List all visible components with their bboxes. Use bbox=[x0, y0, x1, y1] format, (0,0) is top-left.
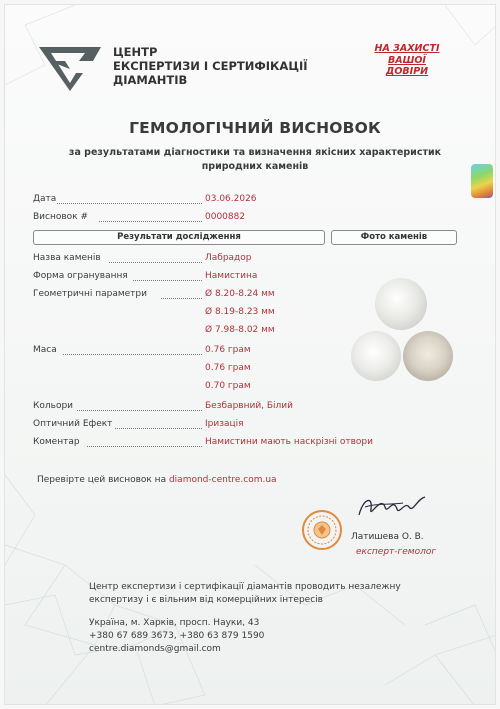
dotted-leader bbox=[99, 221, 202, 222]
geometry-value-2: Ø 8.19-8.23 мм bbox=[205, 307, 275, 317]
dotted-leader bbox=[87, 446, 202, 447]
expert-signature bbox=[351, 485, 431, 525]
mass-label: Маса bbox=[33, 345, 57, 355]
seal-stamp-icon bbox=[301, 509, 343, 551]
diamond-logo-icon bbox=[35, 43, 105, 91]
stone-photo-2 bbox=[351, 331, 401, 381]
dotted-leader bbox=[63, 354, 202, 355]
results-section-header: Результати дослідження bbox=[33, 230, 325, 245]
cut-label: Форма огранування bbox=[33, 271, 128, 281]
slogan: НА ЗАХИСТІ ВАШОЇ ДОВІРИ bbox=[374, 43, 440, 77]
mass-value-3: 0.70 грам bbox=[205, 381, 251, 391]
optical-effect-value: Іризація bbox=[205, 419, 244, 429]
hologram-sticker bbox=[471, 164, 493, 198]
expert-title: експерт-гемолог bbox=[356, 547, 437, 557]
stone-name-label: Назва каменів bbox=[33, 253, 101, 263]
dotted-leader bbox=[133, 280, 202, 281]
number-value: 0000882 bbox=[205, 212, 246, 222]
comment-value: Намистини мають наскрізні отвори bbox=[205, 437, 373, 447]
expert-name: Латишева О. В. bbox=[351, 532, 424, 542]
geometry-value-1: Ø 8.20-8.24 мм bbox=[205, 289, 275, 299]
document-subtitle: за результатами діагностики та визначення якісних характеристик природних каменів bbox=[68, 147, 442, 172]
dotted-leader bbox=[115, 428, 202, 429]
stone-photo-3 bbox=[403, 331, 453, 381]
cut-value: Намистина bbox=[205, 271, 258, 281]
document-title: ГЕМОЛОГІЧНИЙ ВИСНОВОК bbox=[129, 119, 381, 137]
photo-section-header: Фото каменів bbox=[331, 230, 457, 245]
mass-value-2: 0.76 грам bbox=[205, 363, 251, 373]
footer-statement: Центр експертизи і сертифікації діамантів проводить незалежну експертизу і є вільним від комерційних інтересів bbox=[89, 582, 401, 605]
comment-label: Коментар bbox=[33, 437, 80, 447]
colors-label: Кольори bbox=[33, 401, 74, 411]
certificate-page bbox=[4, 4, 496, 705]
number-label: Висновок # bbox=[33, 212, 89, 222]
footer-address: Україна, м. Харків, просп. Науки, 43 bbox=[89, 618, 260, 628]
dotted-leader bbox=[57, 203, 202, 204]
dotted-leader bbox=[109, 262, 202, 263]
geometry-value-3: Ø 7.98-8.02 мм bbox=[205, 325, 275, 335]
mass-value-1: 0.76 грам bbox=[205, 345, 251, 355]
date-label: Дата bbox=[33, 194, 57, 204]
verify-link[interactable]: diamond-centre.com.ua bbox=[168, 475, 277, 485]
verify-text: Перевірте цей висновок на diamond-centre.com.ua bbox=[37, 475, 277, 485]
dotted-leader bbox=[77, 410, 202, 411]
footer-phones: +380 67 689 3673, +380 63 879 1590 bbox=[89, 631, 265, 641]
date-value: 03.06.2026 bbox=[205, 194, 257, 204]
organization-name: ЦЕНТР ЕКСПЕРТИЗИ І СЕРТИФІКАЦІЇ ДІАМАНТІВ bbox=[113, 45, 308, 87]
geometry-label: Геометричні параметри bbox=[33, 289, 147, 299]
stone-photo-1 bbox=[375, 278, 427, 330]
dotted-leader bbox=[161, 298, 202, 299]
colors-value: Безбарвний, Білий bbox=[205, 401, 294, 411]
footer-email[interactable]: centre.diamonds@gmail.com bbox=[89, 644, 221, 654]
footer-contacts bbox=[89, 617, 264, 656]
optical-effect-label: Оптичний Ефект bbox=[33, 419, 113, 429]
stone-name-value: Лабрадор bbox=[205, 253, 252, 263]
